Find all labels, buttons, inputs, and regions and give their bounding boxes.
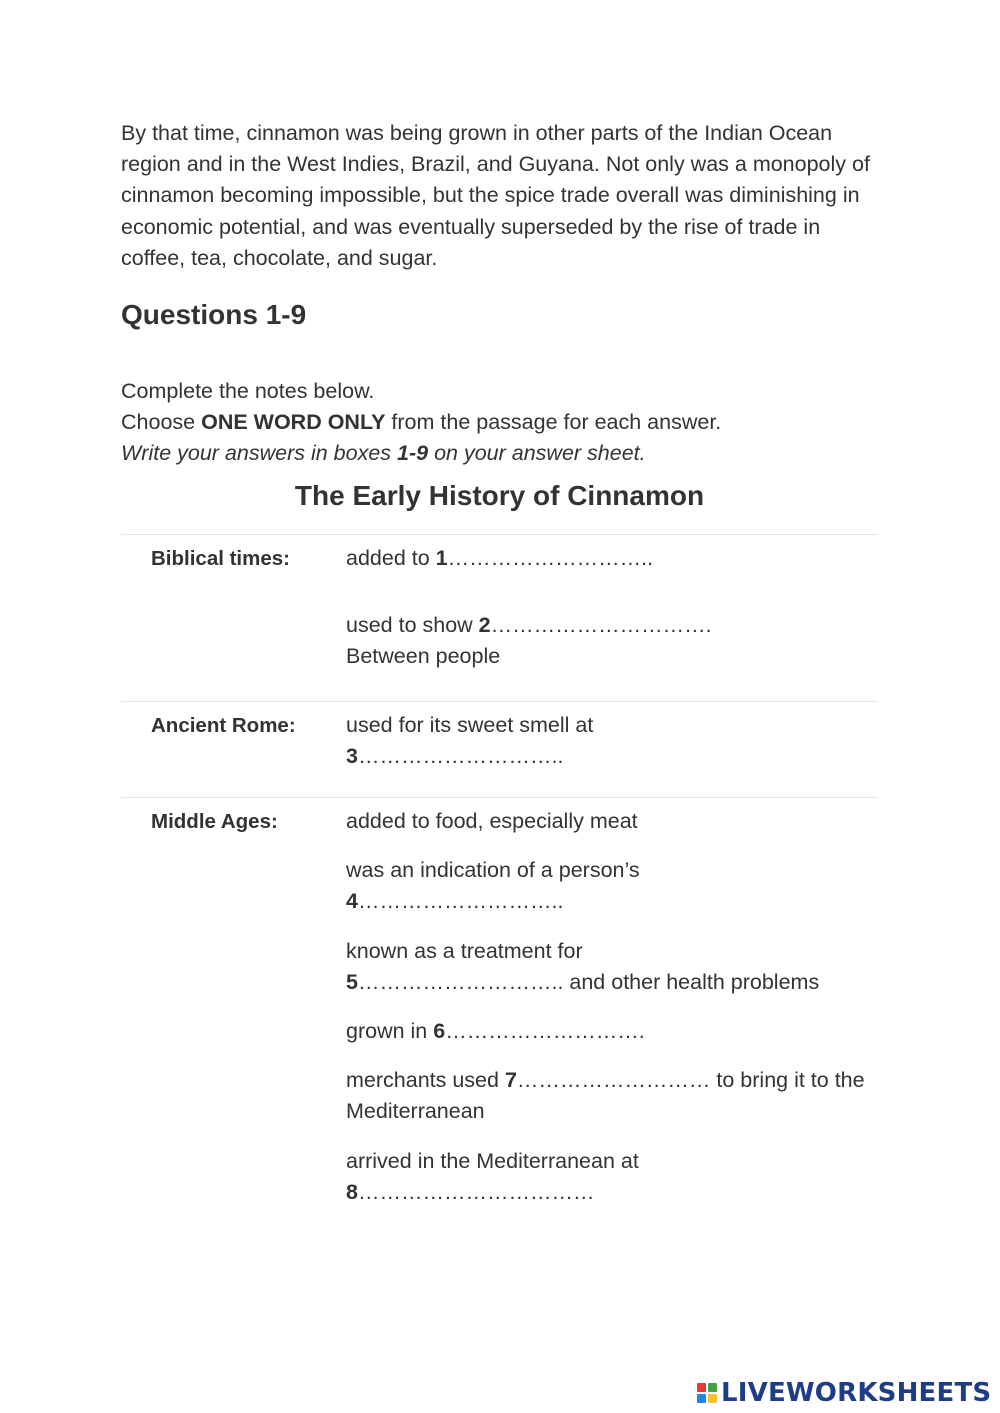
answer-blank-5[interactable]: ……………………….. bbox=[357, 969, 564, 994]
answer-blank-6[interactable]: ………………………. bbox=[445, 1019, 645, 1044]
note-item-meat: added to food, especially meat bbox=[346, 809, 638, 834]
instruction-answer-sheet: Write your answers in boxes 1-9 on your answer sheet. bbox=[121, 441, 646, 466]
question-number-5: 5 bbox=[346, 969, 358, 994]
liveworksheets-logo[interactable] bbox=[697, 1378, 997, 1408]
notes-row-biblical bbox=[121, 535, 878, 702]
logo-square-icon bbox=[708, 1383, 717, 1392]
note-item-4: was an indication of a person’s 4……………………….. bbox=[346, 858, 640, 914]
question-number-4: 4 bbox=[346, 889, 358, 914]
row-label-middle-ages: Middle Ages: bbox=[151, 810, 278, 834]
logo-square-icon bbox=[697, 1394, 706, 1403]
question-number-1: 1 bbox=[435, 546, 448, 571]
question-number-2: 2 bbox=[478, 613, 491, 638]
notes-table bbox=[121, 534, 878, 1208]
logo-grid-icon bbox=[697, 1383, 717, 1403]
note-item-7: merchants used 7……………………… to bring it to the Mediterranean bbox=[346, 1068, 865, 1124]
question-number-3: 3 bbox=[346, 743, 358, 768]
instructions bbox=[121, 376, 878, 469]
logo-square-icon bbox=[697, 1383, 706, 1392]
notes-row-middle-ages bbox=[121, 798, 878, 1208]
note-item-1: added to 1……………………….. bbox=[346, 546, 654, 571]
logo-text: LIVEWORKSHEETS bbox=[721, 1378, 992, 1408]
instruction-complete-notes: Complete the notes below. bbox=[121, 379, 375, 404]
note-item-3: used for its sweet smell at 3……………………….. bbox=[346, 712, 594, 768]
row-label-biblical: Biblical times: bbox=[151, 547, 290, 571]
intro-paragraph: By that time, cinnamon was being grown in other parts of the Indian Ocean region and in the West Indies, Brazil, and Guyana. Not only was a monopoly of cinnamon becoming impossible, but the spice trade overall was diminishing in economic potential, and was eventually superseded by the rise of trade in coffee, tea, chocolate, and sugar. bbox=[121, 121, 870, 270]
question-number-6: 6 bbox=[433, 1019, 446, 1044]
question-number-8: 8 bbox=[346, 1179, 358, 1204]
note-item-2: used to show 2…………………………. Between people bbox=[346, 613, 712, 669]
instruction-box-range: 1-9 bbox=[397, 441, 429, 466]
questions-heading: Questions 1-9 bbox=[121, 299, 307, 331]
note-item-8: arrived in the Mediterranean at 8…………………………… bbox=[346, 1148, 639, 1204]
instruction-choose-words: Choose ONE WORD ONLY from the passage for each answer. bbox=[121, 410, 722, 435]
answer-blank-4[interactable]: ……………………….. bbox=[357, 889, 564, 914]
instruction-word-limit: ONE WORD ONLY bbox=[201, 410, 386, 435]
answer-blank-2[interactable]: …………………………. bbox=[490, 613, 712, 638]
logo-square-icon bbox=[708, 1394, 717, 1403]
answer-blank-3[interactable]: ……………………….. bbox=[357, 743, 564, 768]
answer-blank-8[interactable]: …………………………… bbox=[357, 1179, 595, 1204]
row-label-rome: Ancient Rome: bbox=[151, 713, 296, 737]
answer-blank-1[interactable]: ……………………….. bbox=[447, 546, 654, 571]
note-item-6: grown in 6………………………. bbox=[346, 1019, 645, 1044]
notes-table-title: The Early History of Cinnamon bbox=[294, 480, 705, 512]
notes-row-rome bbox=[121, 702, 878, 798]
worksheet-page bbox=[121, 118, 878, 1208]
answer-blank-7[interactable]: ……………………… bbox=[516, 1068, 711, 1093]
question-number-7: 7 bbox=[504, 1068, 517, 1093]
note-item-5: known as a treatment for 5……………………….. and other health problems bbox=[346, 938, 820, 994]
